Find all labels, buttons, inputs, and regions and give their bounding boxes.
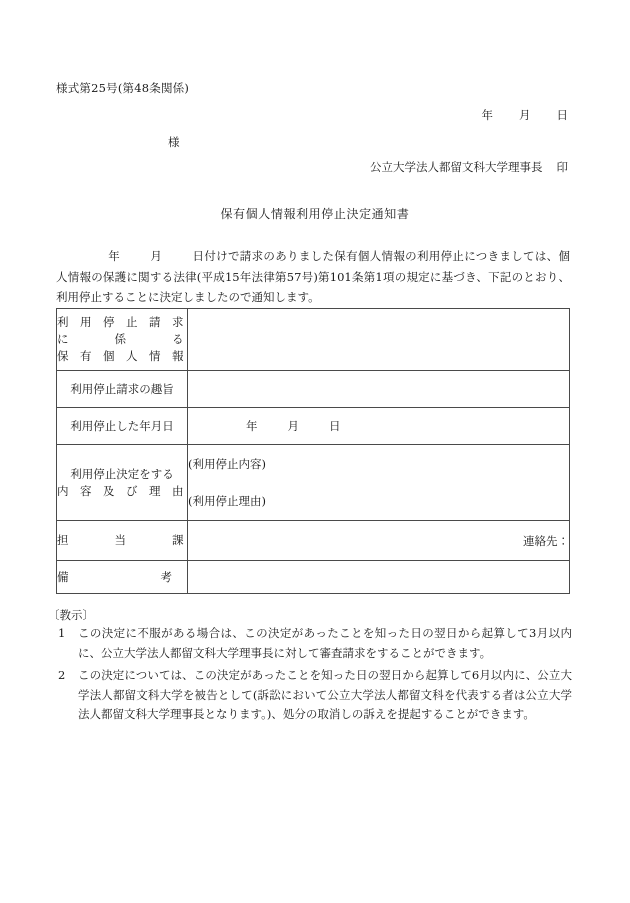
table-row xyxy=(57,309,570,371)
form-number: 様式第25号(第48条関係) xyxy=(56,81,190,95)
page-title: 保有個人情報利用停止決定通知書 xyxy=(220,207,410,221)
table-row xyxy=(57,408,570,445)
instruction-number: 1 xyxy=(58,626,66,640)
issuer-line xyxy=(370,159,568,175)
label-line: 利 用 停 止 請 求 xyxy=(57,315,184,329)
instructions-list xyxy=(52,624,572,728)
issue-date-year: 年 xyxy=(481,108,493,122)
suspension-date-day: 日 xyxy=(329,419,341,433)
row-value-target-information[interactable] xyxy=(188,309,570,371)
issuer-name: 公立大学法人都留文科大学理事長 xyxy=(370,160,543,174)
label-line: に 係 る xyxy=(57,332,184,346)
table-row xyxy=(57,445,570,521)
issue-date-line xyxy=(482,107,569,123)
body-paragraph xyxy=(56,246,570,308)
list-item xyxy=(52,624,572,663)
recipient-honorific: 様 xyxy=(168,135,180,149)
instruction-text: この決定に不服がある場合は、この決定があったことを知った日の翌日から起算して3月以内に、公立大学法人都留文科大学理事長に対して審査請求をすることができます。 xyxy=(78,626,572,660)
instructions-heading: 〔教示〕 xyxy=(48,608,94,622)
row-label-remarks xyxy=(57,561,188,594)
suspension-date-month: 月 xyxy=(287,419,299,433)
row-label-suspension-date xyxy=(57,408,188,445)
table-row xyxy=(57,561,570,594)
row-value-request-purpose[interactable] xyxy=(188,371,570,408)
label-line: 担 当 課 xyxy=(57,533,184,547)
row-label-request-purpose xyxy=(57,371,188,408)
suspension-reason-placeholder: (利用停止理由) xyxy=(188,494,266,508)
row-value-remarks[interactable] xyxy=(188,561,570,594)
seal-mark: 印 xyxy=(556,160,568,174)
label-line: 備 考 xyxy=(57,569,172,584)
issue-date-month: 月 xyxy=(519,108,531,122)
list-item xyxy=(52,666,572,725)
row-label-decision-content-reason xyxy=(57,445,188,521)
body-date-year: 年 xyxy=(108,249,121,263)
label-line: 利用停止決定をする xyxy=(70,466,174,481)
issue-date-day: 日 xyxy=(556,108,568,122)
row-label-target-information xyxy=(57,309,188,371)
row-value-decision-content-reason[interactable] xyxy=(188,445,570,521)
row-value-contact[interactable]: 連絡先： xyxy=(188,521,570,561)
suspension-content-placeholder: (利用停止内容) xyxy=(188,457,266,471)
table-row xyxy=(57,521,570,561)
label-line: 内 容 及 び 理 由 xyxy=(57,483,184,498)
row-value-suspension-date[interactable] xyxy=(188,408,570,445)
table-row xyxy=(57,371,570,408)
suspension-date-year: 年 xyxy=(246,419,258,433)
instruction-number: 2 xyxy=(58,668,66,682)
label-line: 利用停止請求の趣旨 xyxy=(70,381,174,396)
row-label-responsible-section xyxy=(57,521,188,561)
label-line: 保 有 個 人 情 報 xyxy=(57,349,184,363)
body-text: 日付けで請求のありました保有個人情報の利用停止につきましては、個人情報の保護に関する法律(平成15年法律第57号)第101条第1項の規定に基づき、下記のとおり、利用停止することに決定しましたので通知します。 xyxy=(56,249,570,304)
notification-table xyxy=(56,308,570,594)
instruction-text: この決定については、この決定があったことを知った日の翌日から起算して6月以内に、公立大学法人都留文科大学を被告として(訴訟において公立大学法人都留文科を代表する者は公立大学法人都留文科大学理事長となります。)、処分の取消しの訴えを提起することができます。 xyxy=(78,668,572,721)
label-line: 利用停止した年月日 xyxy=(70,418,174,433)
body-date-month: 月 xyxy=(150,249,163,263)
